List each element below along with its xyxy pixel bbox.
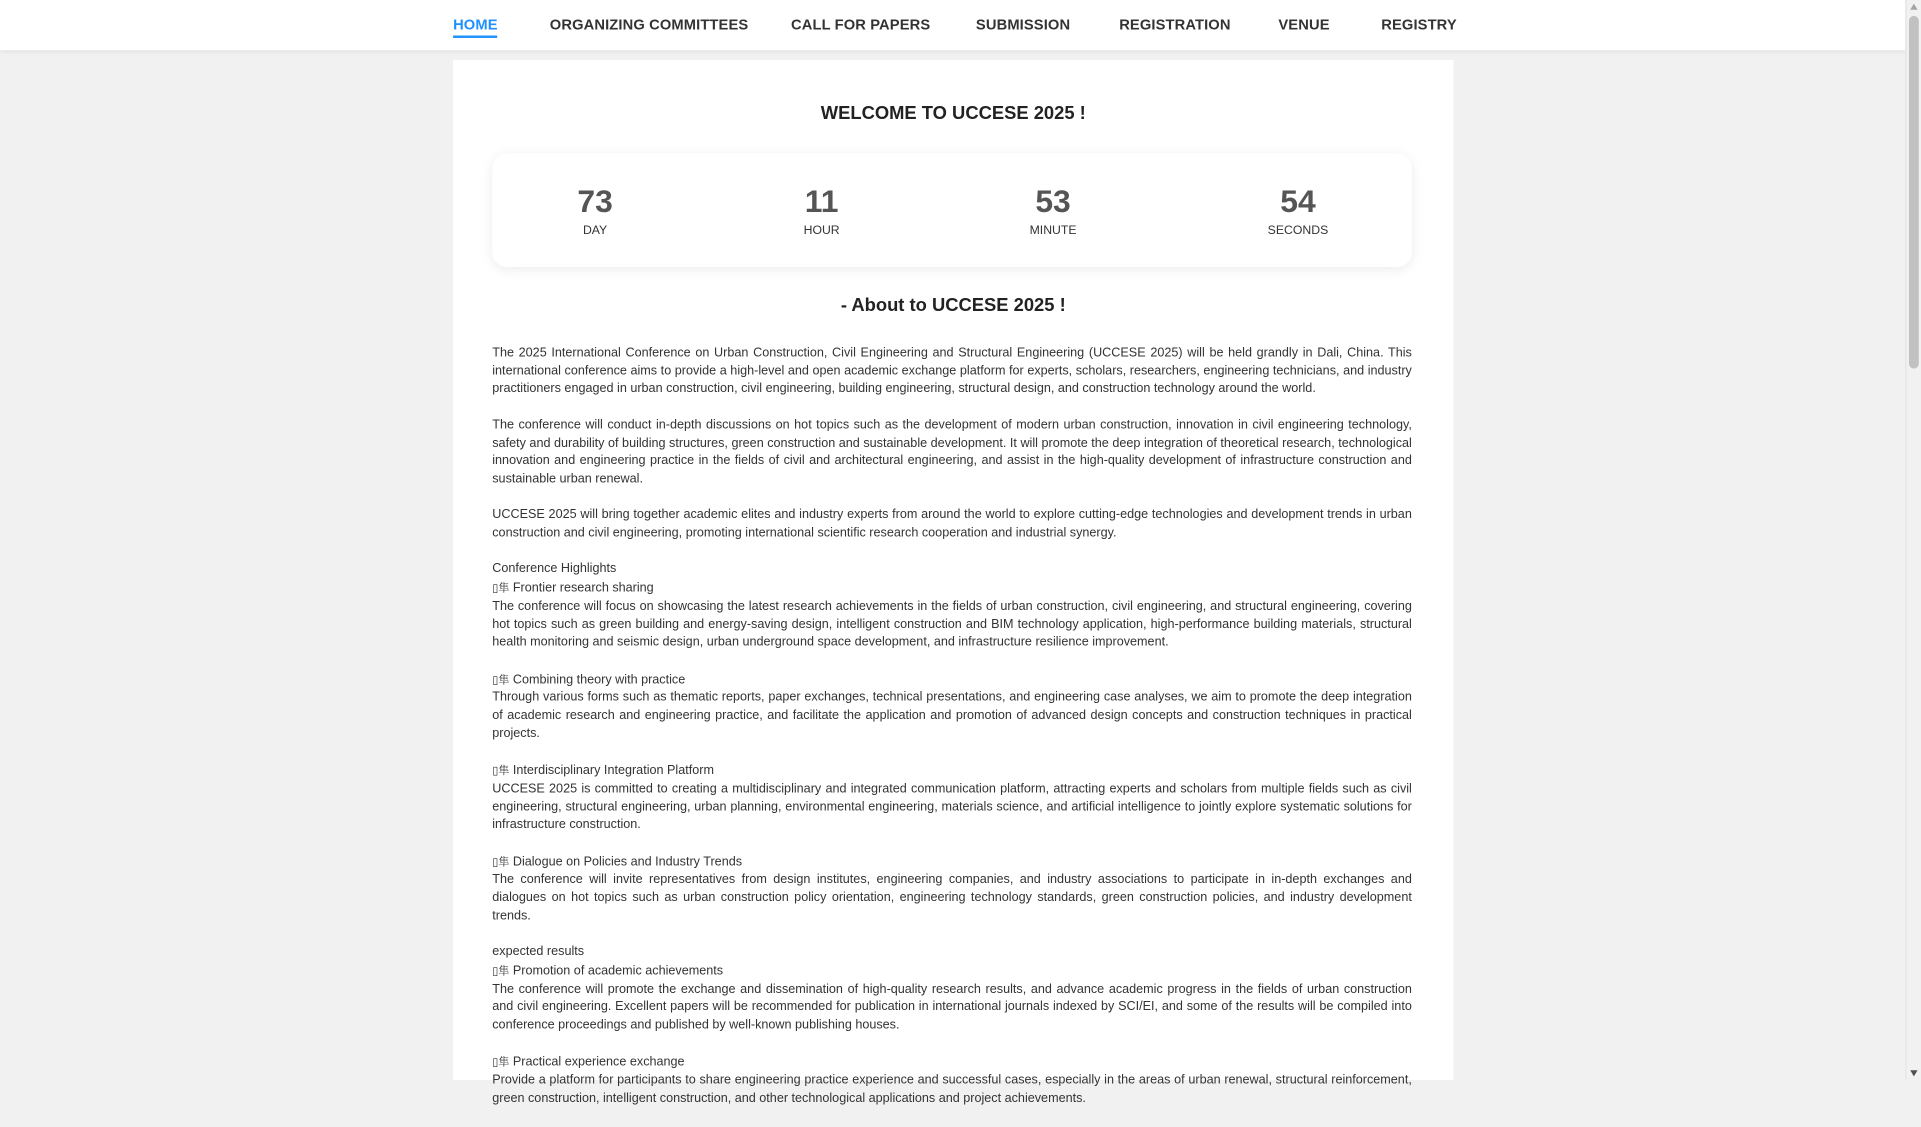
vertical-scrollbar[interactable] xyxy=(1905,0,1921,1080)
result-2-title-text: Practical experience exchange xyxy=(509,1055,685,1070)
highlight-3-text: UCCESE 2025 is committed to creating a multidisciplinary and integrated communication platform, attracting experts and scholars from multiple fields such as civil engineering, structural engineering, urban planning, environmental engineering, materials science, and artificial intelligence to jointly explore systematic solutions for infrastructure construction. xyxy=(492,782,1412,832)
nav-registration[interactable]: REGISTRATION xyxy=(1119,15,1231,34)
nav-venue[interactable]: VENUE xyxy=(1278,15,1330,34)
highlight-1-text: The conference will focus on showcasing the latest research achievements in the fields of urban construction, civil engineering, and structural engineering, covering hot topics such as green building and energy-saving design, intelligent construction and BIM technology application, high-performance building materials, structural health monitoring and seismic design, urban underground space development, and infrastructure resilience improvement. xyxy=(492,599,1412,650)
countdown-hour-value: 11 xyxy=(804,182,839,220)
countdown-hour-label: HOUR xyxy=(803,224,840,238)
highlight-1-title xyxy=(492,579,1412,598)
nav-registry[interactable]: REGISTRY xyxy=(1381,15,1457,34)
result-1-title xyxy=(492,962,1412,981)
nav-submission[interactable]: SUBMISSION xyxy=(975,15,1071,34)
paragraph-gathering: UCCESE 2025 will bring together academic elites and industry experts from around the world to explore cutting-edge technologies and development trends in urban construction and civil engineering, promoting international scientific research cooperation and industrial synergy. xyxy=(492,508,1412,541)
highlight-3 xyxy=(492,762,1412,835)
highlights-section xyxy=(492,561,1412,652)
highlight-1-title-text: Frontier research sharing xyxy=(509,581,654,596)
scroll-down-arrow-icon[interactable] xyxy=(1910,1070,1917,1076)
countdown-minute-value: 53 xyxy=(1035,182,1071,220)
result-2-text: Provide a platform for participants to share engineering practice experience and successful cases, especially in the areas of urban renewal, structural reinforcement, green construction, intelligent construction, and other technological applications and project achievements. xyxy=(492,1073,1412,1106)
highlight-2-title-text: Combining theory with practice xyxy=(509,672,686,687)
nav-organizing-committees[interactable]: ORGANIZING COMMITTEES xyxy=(549,15,749,34)
results-section xyxy=(492,944,1412,1035)
countdown-seconds-label: SECONDS xyxy=(1267,224,1329,238)
highlight-4-text: The conference will invite representatives from design institutes, engineering companies, and industry associations to participate in in-depth exchanges and dialogues on hot topics such as urban construction policy orientation, engineering technology standards, green construction policies, and industry development trends. xyxy=(492,873,1412,923)
countdown-panel xyxy=(492,153,1412,267)
about-title: - About to UCCESE 2025 ! xyxy=(840,295,1066,316)
welcome-title: WELCOME TO UCCESE 2025 ! xyxy=(820,102,1086,124)
result-1-title-text: Promotion of academic achievements xyxy=(509,964,724,979)
highlight-2 xyxy=(492,671,1412,744)
bullet-icon: ▯隼 xyxy=(492,581,510,594)
highlight-3-title xyxy=(492,762,1412,781)
result-1-text: The conference will promote the exchange and dissemination of high-quality research results, and advance academic progress in the fields of urban construction and civil engineering. Excellent papers will be recommended for publication in international journals indexed by SCI/EI, and some of the results will be compiled into conference proceedings and published by well-known publishing houses. xyxy=(492,982,1412,1033)
bullet-icon: ▯隼 xyxy=(492,964,510,977)
paragraph-intro: The 2025 International Conference on Urban Construction, Civil Engineering and Structural Engineering (UCCESE 2025) will be held grandly in Dali, China. This international conference aims to provide a high-level and open academic exchange platform for experts, scholars, researchers, engineering technicians, and industry practitioners engaged in urban construction, civil engineering, building engineering, structural design, and construction technology around the world. xyxy=(492,346,1412,397)
countdown-hour xyxy=(748,182,895,237)
countdown-seconds-value: 54 xyxy=(1280,182,1316,220)
result-2-title xyxy=(492,1053,1412,1072)
top-navbar xyxy=(0,0,1905,50)
bullet-icon: ▯隼 xyxy=(492,1055,510,1069)
countdown-seconds xyxy=(1225,182,1372,237)
about-body xyxy=(492,345,1412,1126)
highlight-2-text: Through various forms such as thematic reports, paper exchanges, technical presentations, and engineering case analyses, we aim to promote the deep integration of academic research and engineering practice, and facilitate the application and promotion of advanced design concepts and construction techniques in practical projects. xyxy=(492,690,1412,741)
main-content xyxy=(453,60,1453,1106)
bullet-icon: ▯隼 xyxy=(492,672,510,686)
paragraph-topics: The conference will conduct in-depth discussions on hot topics such as the development of modern urban construction, innovation in civil engineering technology, safety and durability of building structures, green construction and sustainable development. It will promote the deep integration of theoretical research, technological innovation and engineering practice in the fields of civil and architectural engineering, and assist in the high-quality development of infrastructure construction and sustainable urban renewal. xyxy=(492,418,1412,487)
nav-call-for-papers[interactable]: CALL FOR PAPERS xyxy=(791,15,931,34)
highlight-2-title xyxy=(492,671,1412,690)
highlight-3-title-text: Interdisciplinary Integration Platform xyxy=(509,764,714,778)
highlight-4-title-text: Dialogue on Policies and Industry Trends xyxy=(509,855,743,869)
bullet-icon: ▯隼 xyxy=(492,855,510,868)
results-heading: expected results xyxy=(492,945,585,959)
bullet-icon: ▯隼 xyxy=(492,764,510,777)
scroll-up-arrow-icon[interactable] xyxy=(1910,4,1917,10)
nav-home[interactable]: HOME xyxy=(453,16,498,38)
countdown-minute-label: MINUTE xyxy=(1029,224,1077,238)
countdown-day xyxy=(522,182,669,237)
countdown-day-value: 73 xyxy=(577,182,613,220)
highlight-4 xyxy=(492,853,1412,926)
countdown-day-label: DAY xyxy=(582,224,608,238)
highlight-4-title xyxy=(492,853,1412,872)
result-2 xyxy=(492,1053,1412,1108)
scrollbar-thumb[interactable] xyxy=(1909,16,1919,369)
highlights-heading: Conference Highlights xyxy=(492,562,617,576)
countdown-minute xyxy=(980,182,1127,237)
